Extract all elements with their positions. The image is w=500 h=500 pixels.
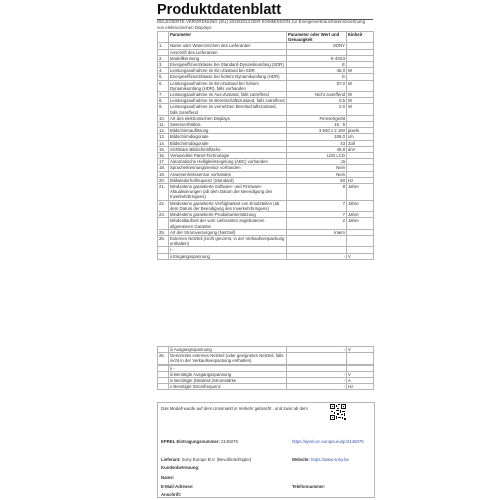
row-number: 14. <box>158 140 169 146</box>
row-number: 17. <box>158 159 169 165</box>
row-unit: A <box>347 378 374 384</box>
row-value: 16 : 9 <box>287 122 347 128</box>
supplier-value: Sony Europe B.V. (Bevollmächtigter) <box>181 457 252 462</box>
row-parameter: ii Eingangsspannung <box>169 253 287 259</box>
row-value: SONY <box>287 43 347 49</box>
row-parameter: Leistungsaufnahme im Ein-Zustand bei hohem Dynamikumfang (HDR), falls vorhanden <box>169 80 287 91</box>
website-link[interactable]: https://www.sony.be <box>311 457 349 462</box>
row-parameter: Art der Stromversorgung (Netzteil) <box>169 229 287 235</box>
row-number: 9. <box>158 104 169 115</box>
row-value: 108,0 <box>287 134 347 140</box>
row-number <box>158 218 169 229</box>
row-parameter: Energieeffizienzklasse bei Standard-Dynamikumfang (SDR) <box>169 62 287 68</box>
row-parameter: Name oder Warenzeichen des Lieferanten <box>169 43 287 49</box>
row-parameter: Seitenverhältnis <box>169 122 287 128</box>
row-unit: Jahre <box>347 218 374 229</box>
row-value: 8 <box>287 184 347 201</box>
row-number: 15. <box>158 146 169 152</box>
row-value: 3 840 x 2 160 <box>287 128 347 134</box>
qr-code-icon <box>330 404 346 420</box>
row-value: 43 <box>287 140 347 146</box>
row-number: 4. <box>158 68 169 74</box>
row-number: 19. <box>158 171 169 177</box>
row-value: 0,5 <box>287 98 347 104</box>
row-number: 23. <box>158 212 169 218</box>
row-value: Nein <box>287 165 347 171</box>
parameter-table <box>157 31 374 260</box>
row-parameter: Leistungsaufnahme im Ein-Zustand bei SDR <box>169 68 287 74</box>
row-number <box>158 253 169 259</box>
website-row <box>292 457 349 462</box>
table-row <box>158 92 374 98</box>
header-parameter: Parameter <box>169 32 287 43</box>
phone-label: Telefonnummer: <box>292 484 326 489</box>
row-value: - <box>287 384 347 390</box>
eprel-row <box>161 439 238 444</box>
row-number: 5. <box>158 74 169 80</box>
row-parameter: Leistungsaufnahme im vernetzten Bereitschaftszustand, falls zutreffend <box>169 104 287 115</box>
row-unit: V <box>347 371 374 377</box>
row-number: 8. <box>158 98 169 104</box>
row-parameter: iii Benötigte Ausgangsspannung <box>169 371 287 377</box>
row-value: 7 <box>287 200 347 211</box>
row-value <box>287 235 347 246</box>
row-number <box>158 384 169 390</box>
row-value: LED LCD <box>287 153 347 159</box>
row-parameter: Mindestens garantierte Verfügbarkeit von Ersatzteilen (ab dem Datum der Beendigung des Inverkehrbringens) <box>169 200 287 211</box>
table-row <box>158 184 374 201</box>
market-notice: Das Modell wurde auf dem Umsmarkt in Verkehr gebracht , und zwar ab dem <box>161 406 308 411</box>
row-value: E <box>287 62 347 68</box>
row-parameter: Mindestens garantierte Software- und Firmware-Aktualisierungen (ab dem Datum der Beendigung des Inverkehrbringens) <box>169 184 287 201</box>
row-value: K-43S3 <box>287 55 347 61</box>
row-unit: Zoll <box>347 140 374 146</box>
table-row <box>158 253 374 259</box>
header-number <box>158 32 169 43</box>
row-number: 26. <box>158 235 169 246</box>
row-parameter: v Benötigte Stromfrequenz <box>169 384 287 390</box>
row-parameter: Modellkennung <box>169 55 287 61</box>
row-parameter: Energieeffizienzklasse bei hohem Dynamikumfang (HDR) <box>169 74 287 80</box>
row-number: 6. <box>158 80 169 91</box>
page-title: Produktdatenblatt <box>157 2 282 18</box>
table-row <box>158 353 374 364</box>
row-unit: V <box>347 347 374 353</box>
row-parameter: Mindestlaufzeit der vom Lieferanten angebotenen allgemeinen Garantie <box>169 218 287 229</box>
row-parameter: Spracherkennungssensor vorhanden <box>169 165 287 171</box>
table-row <box>158 104 374 115</box>
row-parameter: Bildschirmdiagonale <box>169 134 287 140</box>
row-parameter: Bildschirmdiagonale <box>169 140 287 146</box>
row-unit: pixels <box>347 128 374 134</box>
row-number: 12. <box>158 128 169 134</box>
power-supply-table <box>157 346 374 390</box>
table-row <box>158 98 374 104</box>
row-value <box>287 353 347 364</box>
row-parameter: Automatische Helligkeitsregelung (ABC) vorhanden <box>169 159 287 165</box>
support-label: Kundenbetreuung: <box>161 465 200 470</box>
row-value: 50 <box>287 177 347 183</box>
table-row <box>158 200 374 211</box>
row-parameter: Verwendete Panel-Technologie <box>169 153 287 159</box>
row-unit: dm² <box>347 146 374 152</box>
row-number: 10. <box>158 115 169 121</box>
row-unit: Jahre <box>347 200 374 211</box>
row-unit: Hz <box>347 384 374 390</box>
row-value: 46,0 <box>287 68 347 74</box>
row-value: Ja <box>287 159 347 165</box>
table-row <box>158 218 374 229</box>
row-parameter: Leistungsaufnahme im Aus-Zustand, falls zutreffend <box>169 92 287 98</box>
row-value: - <box>287 371 347 377</box>
row-parameter: iii Ausgangsspannung <box>169 347 287 353</box>
eprel-link[interactable]: https://eprel.ec.europa.eu/qr/2145076 <box>292 439 364 444</box>
name-label: Name: <box>161 475 175 480</box>
row-number: 13. <box>158 134 169 140</box>
row-value: Fernsehgerät <box>287 115 347 121</box>
row-unit <box>347 353 374 364</box>
row-parameter: Externes Netzteil (nicht genormt, in der Verkaufsverpackung enthalten) <box>169 235 287 246</box>
row-number: 22. <box>158 200 169 211</box>
row-number: 18. <box>158 165 169 171</box>
row-value: 2 <box>287 218 347 229</box>
row-number: 7. <box>158 92 169 98</box>
row-value: - <box>287 253 347 259</box>
website-label: Website: <box>292 457 310 462</box>
eprel-value: 2145076 <box>221 439 238 444</box>
row-value: 49,8 <box>287 146 347 152</box>
row-number: 11. <box>158 122 169 128</box>
row-unit: W <box>347 104 374 115</box>
header-unit: Einheit <box>347 32 374 43</box>
row-number: 26. <box>158 353 169 364</box>
row-parameter: Mindestens garantierte Produktunterstützung <box>169 212 287 218</box>
row-parameter: Bildschirmauflösung <box>169 128 287 134</box>
supplier-row <box>161 457 251 462</box>
eprel-label: EPREL Eintragungsnummer: <box>161 439 220 444</box>
row-value: Nicht zutreffend <box>287 92 347 98</box>
row-value: 2,0 <box>287 104 347 115</box>
row-unit: Jahre <box>347 212 374 218</box>
row-value: G <box>287 74 347 80</box>
row-number: 21. <box>158 184 169 201</box>
row-unit: Hz <box>347 177 374 183</box>
supplier-label: Lieferant: <box>161 457 181 462</box>
table-row <box>158 74 374 80</box>
header-value: Parameter oder Wert und Genauigkeit <box>287 32 347 43</box>
row-parameter: Anschrift des Lieferanten <box>169 49 287 55</box>
row-value: Nein <box>287 171 347 177</box>
row-value: Intern <box>287 229 347 235</box>
row-parameter: i - <box>169 247 287 253</box>
page-break <box>157 338 373 342</box>
row-unit: W <box>347 92 374 98</box>
row-parameter: Genormtes externes Netzteil (oder geeignetes Netzteil, falls nicht in der Verkaufsverpackung enthalten) <box>169 353 287 364</box>
row-value: - <box>287 378 347 384</box>
row-parameter: Leistungsaufnahme im Bereitschaftszustand, falls zutreffend <box>170 98 285 104</box>
row-number: 16. <box>158 153 169 159</box>
table-row <box>158 159 374 165</box>
row-parameter: Bildwiederholfrequenz (Standard) <box>169 177 287 183</box>
row-value: 57,0 <box>287 80 347 91</box>
row-parameter: Sichtbare Bildschirmfläche <box>169 146 287 152</box>
row-unit <box>347 235 374 246</box>
row-number: 1. <box>158 43 169 49</box>
row-unit: W <box>347 68 374 74</box>
table-row <box>158 80 374 91</box>
row-parameter: Anwesenheitssensor vorhanden <box>169 171 287 177</box>
row-number: 25. <box>158 229 169 235</box>
address-label: Anschrift: <box>161 492 182 497</box>
row-unit: Jahre <box>347 184 374 201</box>
regulation-subtitle: DELEGIERTE VERORDNUNG (EU) 2019/2013 DER KOMMISSION zur Energieverbrauchskennzeichnung von elektronischen Displays <box>157 19 366 30</box>
row-unit: W <box>347 80 374 91</box>
row-number: 2. <box>158 55 169 61</box>
row-unit: W <box>347 98 374 104</box>
table-row <box>158 235 374 246</box>
row-value: - <box>287 347 347 353</box>
row-parameter: ii - <box>169 365 287 371</box>
email-label: E-Mail-Adresse: <box>161 484 194 489</box>
row-unit: V <box>347 253 374 259</box>
table-header <box>158 32 374 43</box>
row-number: 20. <box>158 177 169 183</box>
row-parameter: iv Benötigte (Mindest-)Stromstärke <box>169 378 287 384</box>
row-number: 3. <box>158 62 169 68</box>
table-row <box>158 384 374 390</box>
row-parameter: Art des elektronischen Displays <box>169 115 287 121</box>
row-unit: cm <box>347 134 374 140</box>
row-value: 7 <box>287 212 347 218</box>
